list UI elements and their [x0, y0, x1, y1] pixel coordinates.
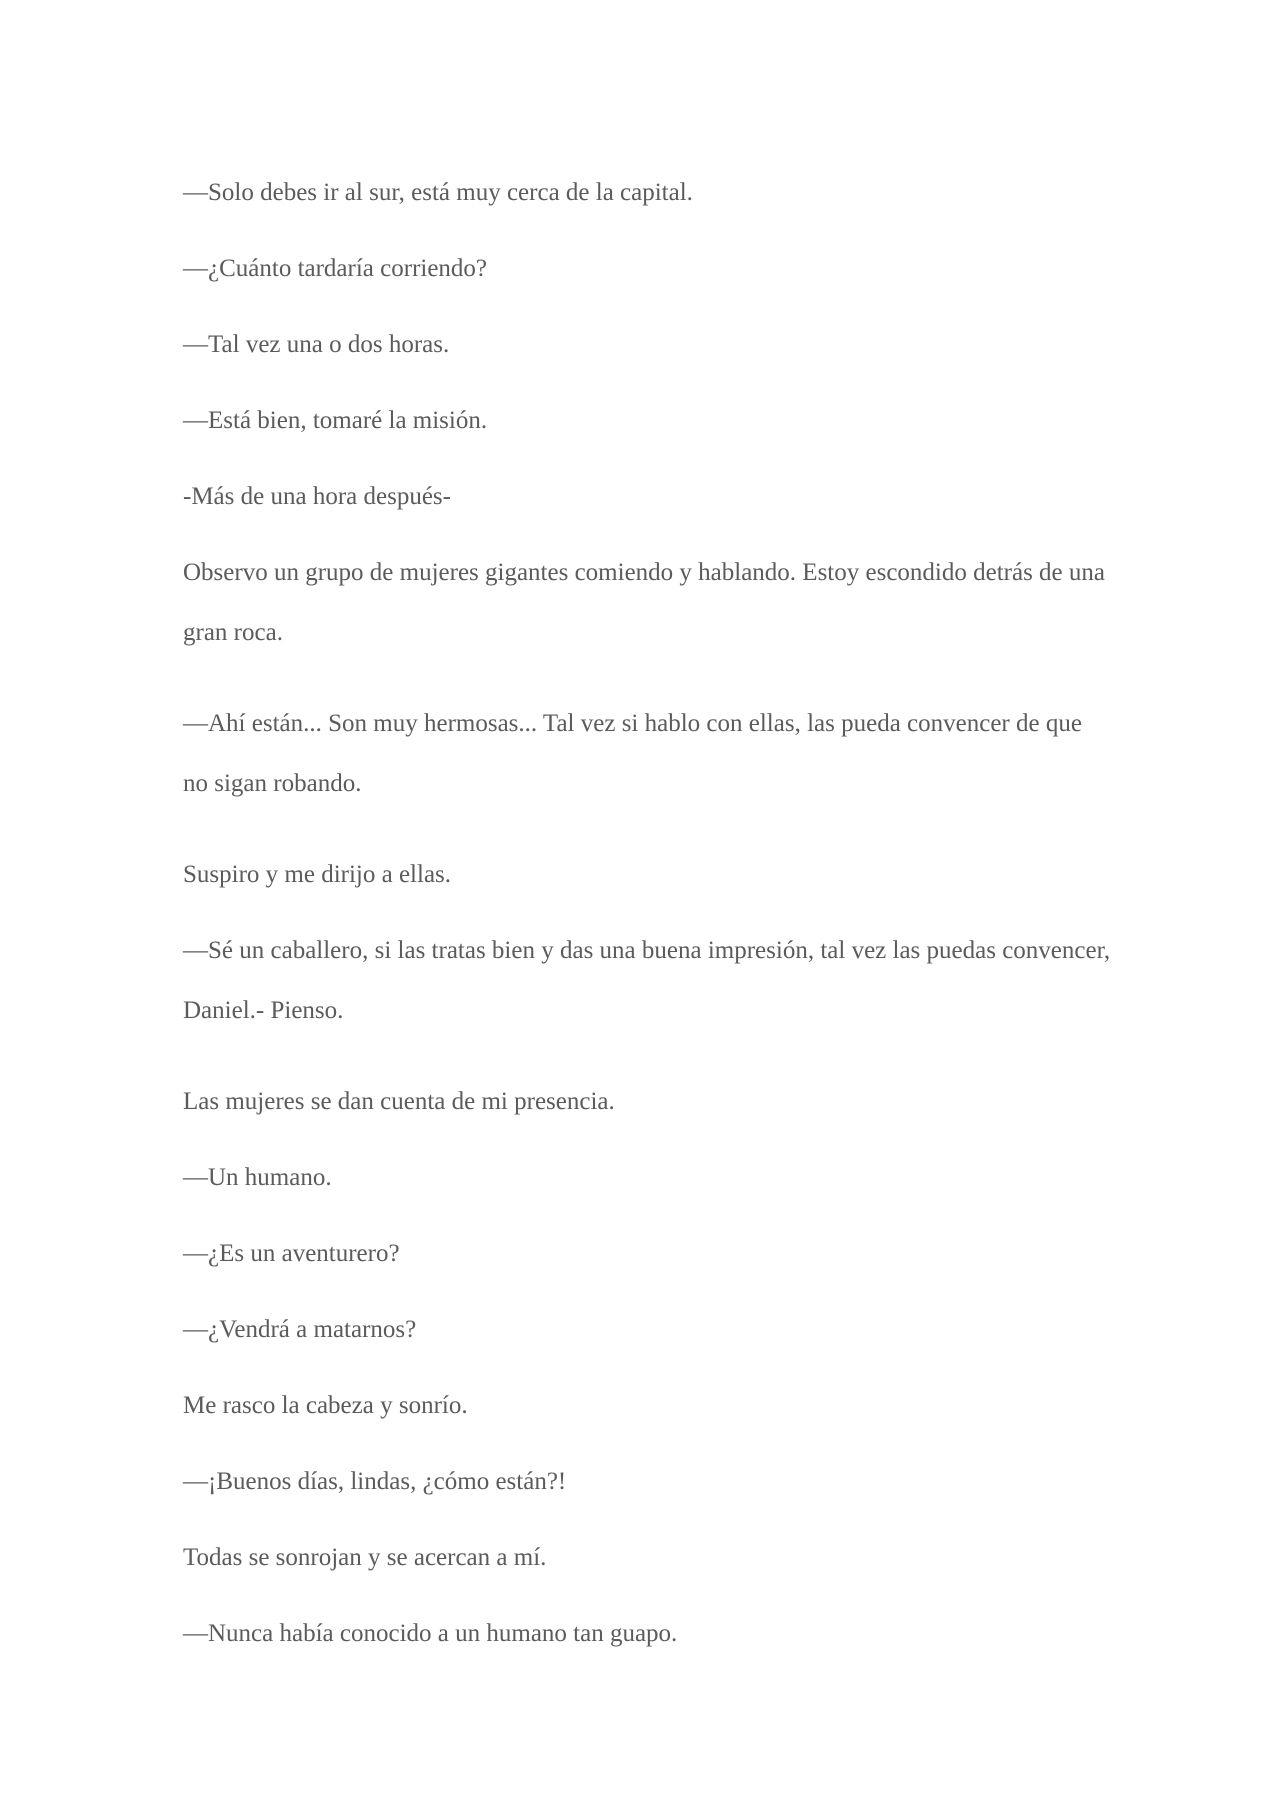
paragraph: —Tal vez una o dos horas.	[183, 331, 450, 358]
document-text	[183, 178, 1113, 1695]
paragraph: —¿Es un aventurero?	[183, 1240, 400, 1267]
paragraph: Me rasco la cabeza y sonrío.	[183, 1392, 468, 1419]
paragraph: —¿Cuánto tardaría corriendo?	[183, 255, 488, 282]
paragraph: Todas se sonrojan y se acercan a mí.	[183, 1544, 547, 1571]
paragraph: Observo un grupo de mujeres gigantes comiendo y hablando. Estoy escondido detrás de una gran roca.	[183, 559, 1105, 646]
paragraph: Suspiro y me dirijo a ellas.	[183, 861, 452, 888]
paragraph: —¿Vendrá a matarnos?	[183, 1316, 417, 1343]
paragraph: —Nunca había conocido a un humano tan guapo.	[183, 1620, 678, 1647]
paragraph: —¡Buenos días, lindas, ¿cómo están?!	[183, 1468, 567, 1495]
scene-break: -Más de una hora después-	[183, 483, 451, 510]
paragraph: —Solo debes ir al sur, está muy cerca de la capital.	[183, 179, 693, 206]
paragraph: —Sé un caballero, si las tratas bien y das una buena impresión, tal vez las puedas convencer, Daniel.- Pienso.	[183, 937, 1111, 1024]
paragraph: —Un humano.	[183, 1164, 332, 1191]
paragraph: —Ahí están... Son muy hermosas... Tal vez si hablo con ellas, las pueda convencer de que no sigan robando.	[183, 710, 1082, 797]
paragraph: Las mujeres se dan cuenta de mi presencia.	[183, 1088, 615, 1115]
paragraph: —Está bien, tomaré la misión.	[183, 407, 488, 434]
